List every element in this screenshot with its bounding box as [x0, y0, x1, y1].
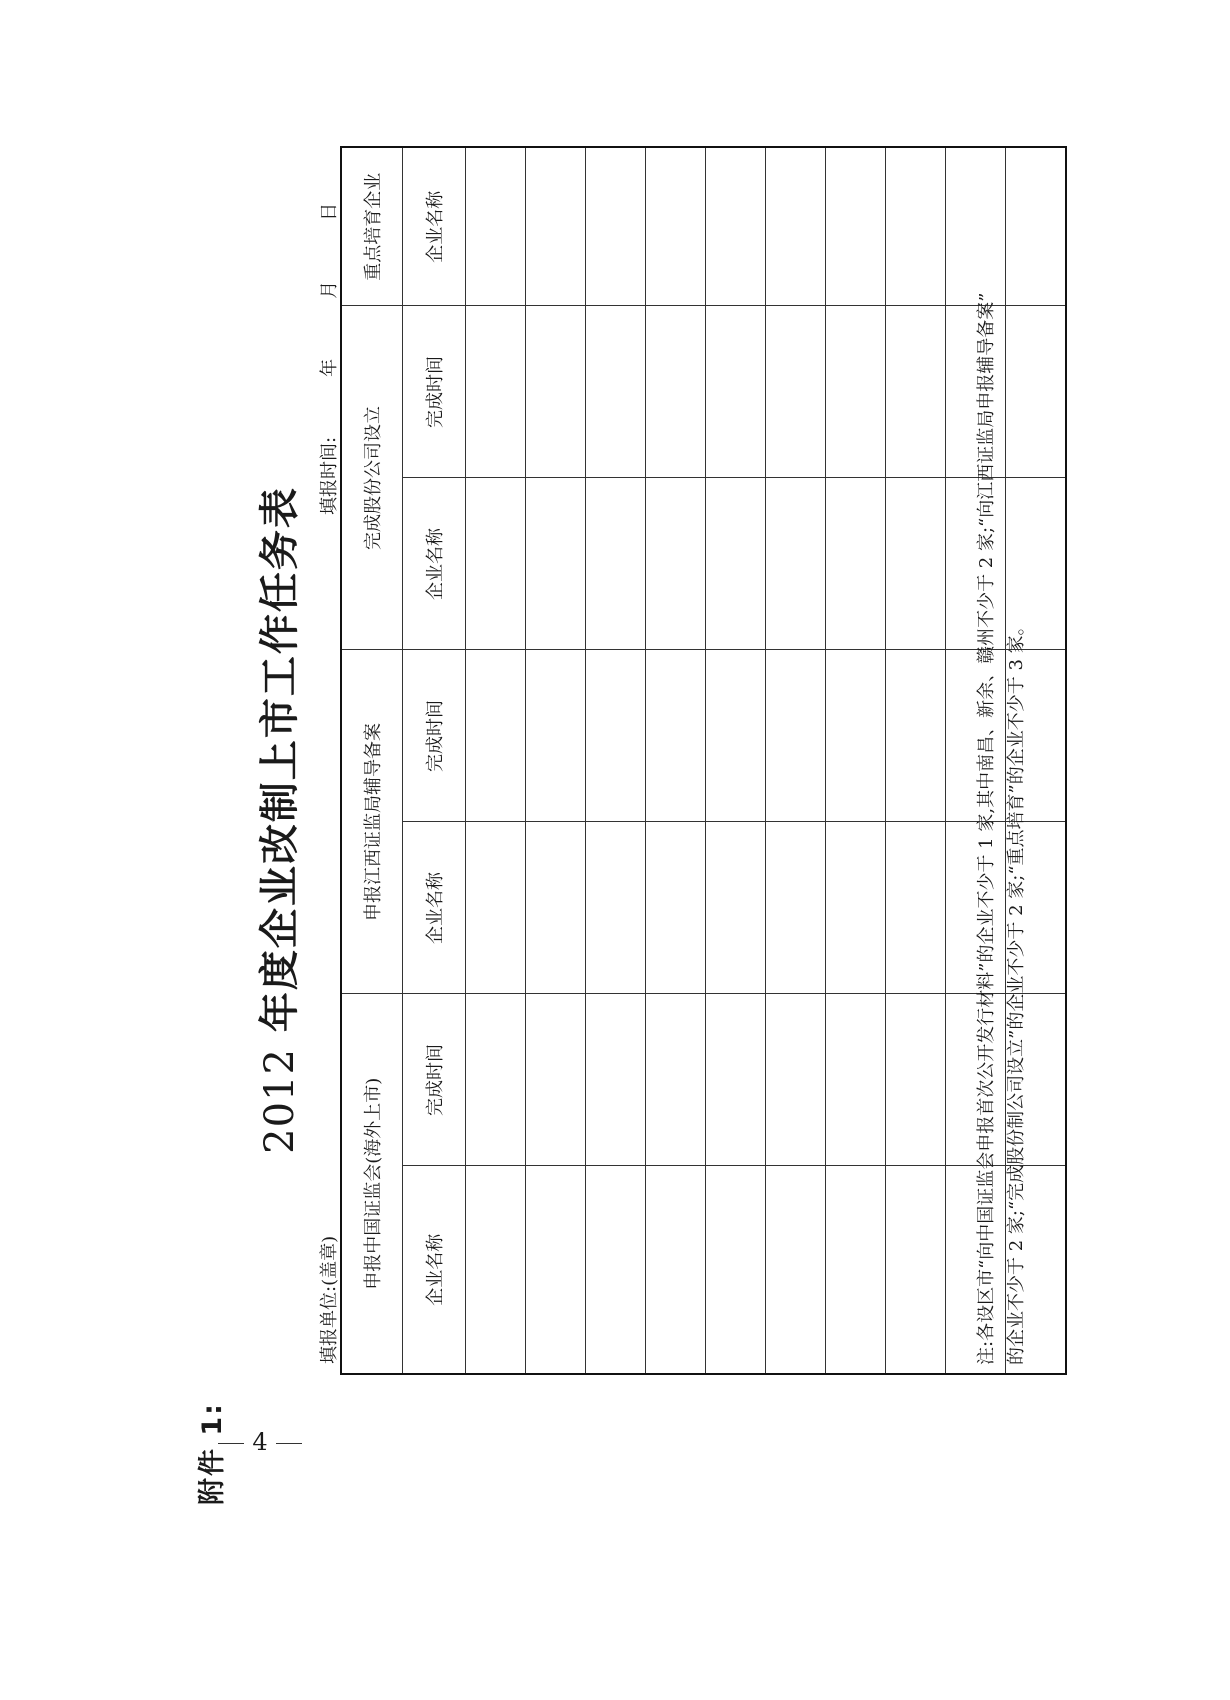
table-cell[interactable] — [826, 147, 886, 306]
column-header-company-name: 企业名称 — [403, 478, 466, 650]
group-header-csrc: 申报中国证监会(海外上市) — [341, 994, 403, 1374]
table-cell[interactable] — [886, 1166, 946, 1374]
fill-time — [315, 203, 341, 515]
table-cell[interactable] — [586, 306, 646, 478]
table-cell[interactable] — [886, 478, 946, 650]
table-cell[interactable] — [766, 306, 826, 478]
page-title — [248, 320, 305, 1320]
table-cell[interactable] — [586, 147, 646, 306]
title-text: 年度企业改制上市工作任务表 — [257, 486, 303, 1033]
table-cell[interactable] — [706, 1166, 766, 1374]
table-cell[interactable] — [646, 306, 706, 478]
column-header-completion-time: 完成时间 — [403, 650, 466, 822]
table-cell[interactable] — [466, 994, 526, 1166]
table-cell[interactable] — [886, 650, 946, 822]
table-cell[interactable] — [826, 478, 886, 650]
table-cell[interactable] — [646, 650, 706, 822]
task-table — [340, 146, 1067, 1375]
table-cell[interactable] — [706, 994, 766, 1166]
table-cell[interactable] — [886, 147, 946, 306]
table-cell[interactable] — [826, 822, 886, 994]
page-number — [205, 1428, 315, 1456]
table-cell[interactable] — [526, 650, 586, 822]
group-header-jiangxi-counseling: 申报江西证监局辅导备案 — [341, 650, 403, 994]
table-cell[interactable] — [646, 147, 706, 306]
table-cell[interactable] — [706, 147, 766, 306]
footnote-line-1: 注:各设区市“向中国证监会申报首次公开发行材料”的企业不少于 1 家,其中南昌、新余、赣州不少于 2 家;“向江西证监局申报辅导备案” — [976, 292, 997, 1365]
fill-time-month: 月 — [319, 280, 340, 299]
table-cell[interactable] — [706, 822, 766, 994]
table-cell[interactable] — [586, 994, 646, 1166]
table-cell[interactable] — [466, 478, 526, 650]
table-cell[interactable] — [826, 994, 886, 1166]
table-row — [766, 147, 826, 1374]
page-number-value: 4 — [252, 1428, 268, 1456]
group-header-key-cultivation: 重点培育企业 — [341, 147, 403, 306]
table-cell[interactable] — [766, 650, 826, 822]
table-cell[interactable] — [826, 650, 886, 822]
table-row — [826, 147, 886, 1374]
table-cell[interactable] — [586, 1166, 646, 1374]
table-row — [526, 147, 586, 1374]
table-cell[interactable] — [886, 994, 946, 1166]
table-cell[interactable] — [526, 478, 586, 650]
table-cell[interactable] — [886, 822, 946, 994]
title-year: 2012 — [257, 1048, 303, 1154]
table-cell[interactable] — [886, 306, 946, 478]
column-header-company-name: 企业名称 — [403, 822, 466, 994]
column-header-company-name: 企业名称 — [403, 147, 466, 306]
table-cell[interactable] — [466, 822, 526, 994]
table-cell[interactable] — [766, 822, 826, 994]
table-cell[interactable] — [586, 822, 646, 994]
table-cell[interactable] — [706, 478, 766, 650]
table-cell[interactable] — [526, 1166, 586, 1374]
table-cell[interactable] — [586, 478, 646, 650]
table-cell[interactable] — [466, 306, 526, 478]
table-cell[interactable] — [646, 1166, 706, 1374]
table-cell[interactable] — [826, 1166, 886, 1374]
table-cell[interactable] — [766, 994, 826, 1166]
table-cell[interactable] — [586, 650, 646, 822]
footnote-line-2: 的企业不少于 2 家;“完成股份制公司设立”的企业不少于 2 家;“重点培育”的企业不少于 3 家。 — [1006, 617, 1027, 1365]
fill-time-label: 填报时间: — [319, 436, 340, 515]
table-cell[interactable] — [766, 478, 826, 650]
attachment-label: 附件 1: — [197, 1402, 228, 1505]
group-header-joint-stock: 完成股份公司设立 — [341, 306, 403, 650]
table-cell[interactable] — [466, 1166, 526, 1374]
table-cell[interactable] — [526, 994, 586, 1166]
column-header-company-name: 企业名称 — [403, 1166, 466, 1374]
column-header-completion-time: 完成时间 — [403, 994, 466, 1166]
table-cell[interactable] — [526, 147, 586, 306]
table-cell[interactable] — [526, 822, 586, 994]
table-cell[interactable] — [706, 306, 766, 478]
table-cell[interactable] — [766, 1166, 826, 1374]
table-row — [586, 147, 646, 1374]
table-row — [706, 147, 766, 1374]
table-cell[interactable] — [646, 994, 706, 1166]
table-cell[interactable] — [526, 306, 586, 478]
fill-time-day: 日 — [319, 202, 340, 221]
table-cell[interactable] — [646, 478, 706, 650]
table-cell[interactable] — [706, 650, 766, 822]
table-cell[interactable] — [766, 147, 826, 306]
footnote — [972, 135, 1032, 1365]
table-cell[interactable] — [466, 147, 526, 306]
fill-unit-label: 填报单位:(盖章) — [319, 1235, 340, 1364]
table-row — [886, 147, 946, 1374]
table-row — [646, 147, 706, 1374]
table-cell[interactable] — [826, 306, 886, 478]
table-cell[interactable] — [646, 822, 706, 994]
table-row — [466, 147, 526, 1374]
column-header-completion-time: 完成时间 — [403, 306, 466, 478]
fill-time-year: 年 — [319, 358, 340, 377]
table-cell[interactable] — [466, 650, 526, 822]
